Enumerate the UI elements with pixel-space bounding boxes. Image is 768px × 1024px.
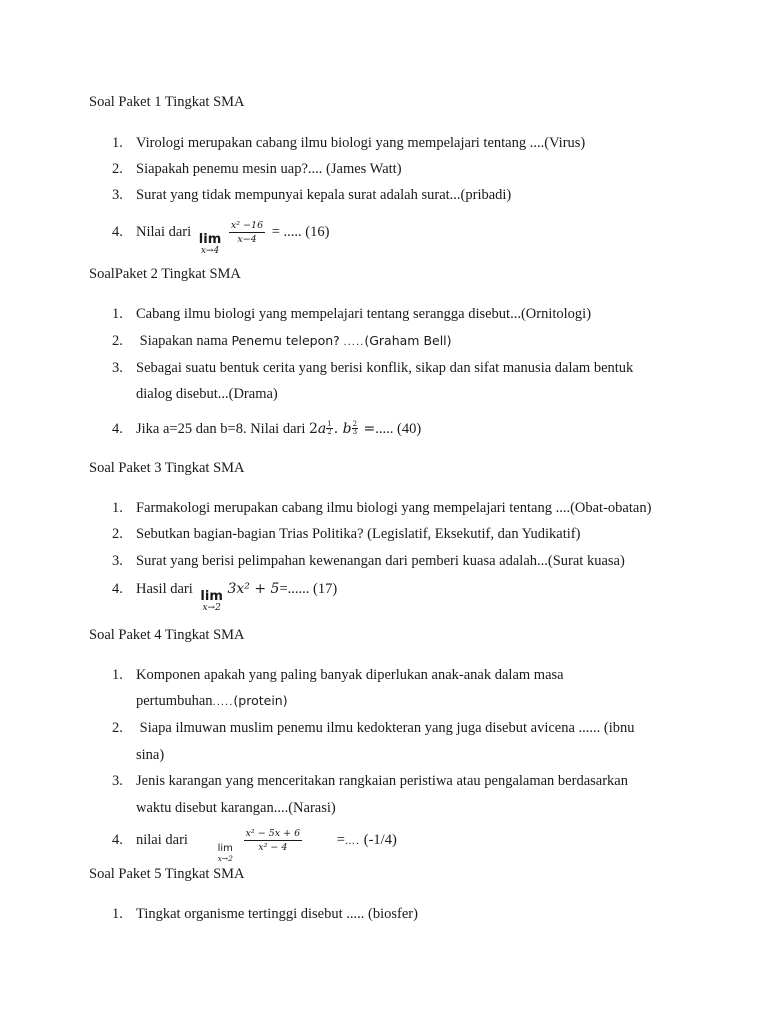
limit-fraction: $\frac{\text{x² − 5x + 6}}{\text{x² − 4}}$	[245, 828, 301, 853]
power-expression: 2a $\frac{1}{2}$ . b $\frac{2}{3}$ =	[309, 420, 376, 437]
paket1-heading: Soal Paket 1 Tingkat SMA	[89, 94, 245, 110]
limit-expression: 3x² + 5	[227, 581, 280, 597]
paket2-question-4: 4. Jika a=25 dan b=8. Nilai dari 2a $\frac{1}{2}$ . b $\frac{2}{3}$ =..... (40)	[112, 420, 422, 437]
paket4-question-2: 2. Siapa ilmuwan muslim penemu ilmu kedokteran yang juga disebut avicena ...... (ibnu	[112, 720, 635, 736]
paket4-question-1-continued: pertumbuhan.....(protein)	[136, 693, 288, 709]
paket1-question-2: 2. Siapakah penemu mesin uap?.... (James Watt)	[112, 161, 402, 177]
limit-fraction: $\frac{\text{x² −16}}{x-4}$	[230, 220, 264, 245]
paket4-question-3: 3. Jenis karangan yang menceritakan rangkaian peristiwa atau pengalaman berdasarkan	[112, 773, 628, 789]
paket4-question-4: 4. nilai dari lim x→2 $\frac{\text{x² − 5x + 6}}{\text{x² − 4}}$ =…. (-1/4)	[112, 828, 397, 863]
paket3-question-1: 1. Farmakologi merupakan cabang ilmu biologi yang mempelajari tentang ....(Obat-obatan)	[112, 500, 652, 516]
paket5-heading: Soal Paket 5 Tingkat SMA	[89, 866, 245, 882]
paket4-question-2-continued: sina)	[136, 747, 165, 763]
paket4-question-1: 1. Komponen apakah yang paling banyak diperlukan anak-anak dalam masa	[112, 667, 564, 683]
limit-notation: lim x→2	[217, 842, 233, 863]
paket3-question-4: 4. Hasil dari lim x→2 3x² + 5=...... (17)	[112, 581, 338, 613]
limit-notation: lim x→4	[198, 231, 222, 256]
paket1-question-4: 4. Nilai dari lim x→4 $\frac{\text{x² −16}}{x-4}$ = ..... (16)	[112, 220, 330, 256]
paket2-question-2: 2. Siapakan nama Penemu telepon? .....(Graham Bell)	[112, 333, 452, 349]
paket3-heading: Soal Paket 3 Tingkat SMA	[89, 460, 245, 476]
paket3-question-3: 3. Surat yang berisi pelimpahan kewenangan dari pemberi kuasa adalah...(Surat kuasa)	[112, 553, 625, 569]
paket2-question-3-continued: dialog disebut...(Drama)	[136, 386, 278, 402]
paket3-question-2: 2. Sebutkan bagian-bagian Trias Politika? (Legislatif, Eksekutif, dan Yudikatif)	[112, 526, 581, 542]
paket4-heading: Soal Paket 4 Tingkat SMA	[89, 627, 245, 643]
paket4-question-3-continued: waktu disebut karangan....(Narasi)	[136, 800, 336, 816]
limit-notation: lim x→2	[200, 589, 223, 613]
paket2-heading: SoalPaket 2 Tingkat SMA	[89, 266, 241, 282]
paket2-question-3: 3. Sebagai suatu bentuk cerita yang berisi konflik, sikap dan sifat manusia dalam bentuk	[112, 360, 634, 376]
paket5-question-1: 1. Tingkat organisme tertinggi disebut ..... (biosfer)	[112, 906, 418, 922]
paket1-question-1: 1. Virologi merupakan cabang ilmu biologi yang mempelajari tentang ....(Virus)	[112, 135, 586, 151]
paket1-question-3: 3. Surat yang tidak mempunyai kepala surat adalah surat...(pribadi)	[112, 187, 512, 203]
paket2-question-1: 1. Cabang ilmu biologi yang mempelajari tentang serangga disebut...(Ornitologi)	[112, 306, 592, 322]
